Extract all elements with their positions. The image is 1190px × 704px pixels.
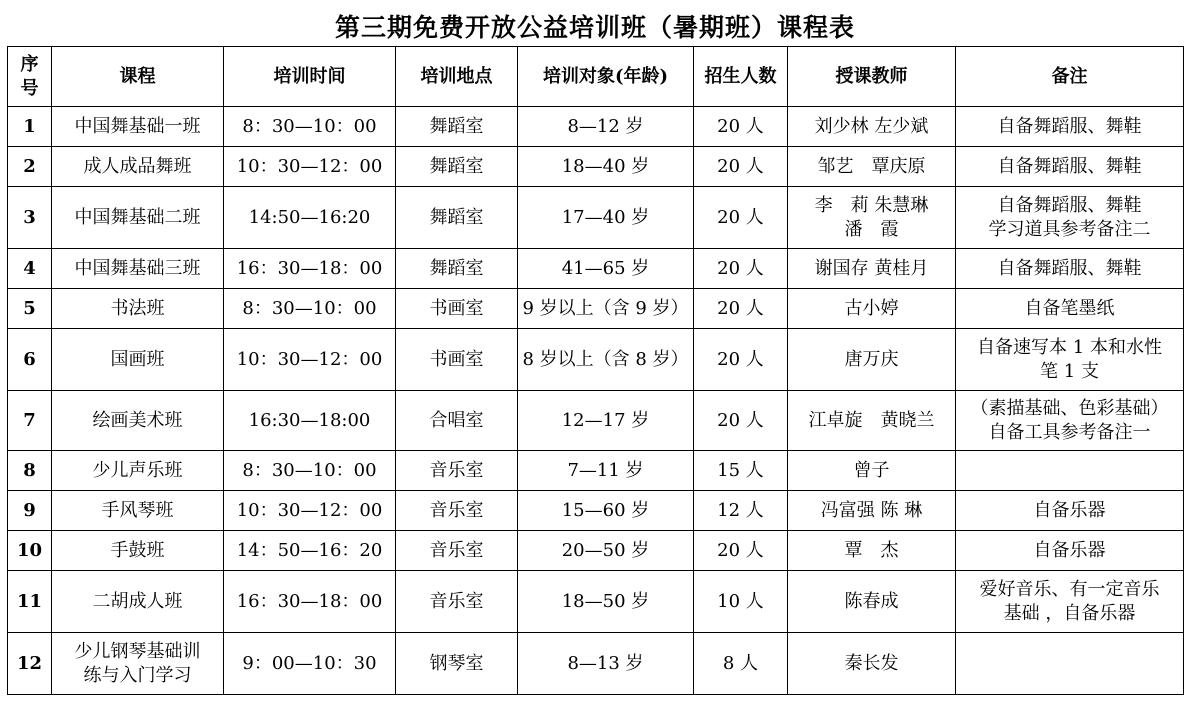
cell-text: 14:50—16:20 bbox=[248, 206, 371, 228]
cell-text: 少儿声乐班 bbox=[92, 459, 183, 481]
cell-text: 少儿钢琴基础训 bbox=[74, 640, 201, 662]
schedule-table bbox=[7, 46, 1184, 695]
header-note: 备注 bbox=[956, 47, 1184, 107]
cell-time bbox=[224, 187, 396, 249]
cell-course bbox=[52, 289, 224, 329]
cell-teacher bbox=[788, 633, 956, 695]
cell-text: 8 bbox=[23, 459, 36, 481]
cell-text: 20 人 bbox=[717, 115, 764, 137]
cell-text: 自备笔墨纸 bbox=[1024, 297, 1115, 319]
cell-teacher bbox=[788, 391, 956, 451]
cell-course bbox=[52, 187, 224, 249]
cell-text: 音乐室 bbox=[429, 499, 484, 521]
cell-text: 自备乐器 bbox=[1033, 499, 1106, 521]
cell-text: 舞蹈室 bbox=[429, 206, 484, 228]
cell-no bbox=[8, 187, 52, 249]
cell-text: 15 人 bbox=[717, 459, 764, 481]
cell-text: 20 人 bbox=[717, 409, 764, 431]
cell-text: 16:30—18:00 bbox=[248, 409, 371, 431]
cell-text: 8：30—10：00 bbox=[242, 297, 377, 319]
cell-count bbox=[694, 391, 788, 451]
cell-text: 10：30—12：00 bbox=[236, 155, 383, 177]
cell-target bbox=[518, 633, 694, 695]
cell-text: 8—12 岁 bbox=[567, 115, 644, 137]
cell-teacher bbox=[788, 187, 956, 249]
cell-teacher bbox=[788, 451, 956, 491]
cell-text: 10：30—12：00 bbox=[236, 499, 383, 521]
cell-text: 自备速写本 1 本和水性 bbox=[977, 336, 1162, 358]
cell-target bbox=[518, 491, 694, 531]
cell-text: 中国舞基础二班 bbox=[74, 206, 201, 228]
cell-text: 9 bbox=[23, 499, 36, 521]
cell-text: 7 bbox=[23, 409, 36, 431]
cell-text: 1 bbox=[23, 115, 36, 137]
cell-place bbox=[396, 451, 518, 491]
header-row bbox=[8, 47, 1184, 107]
cell-count bbox=[694, 147, 788, 187]
cell-time bbox=[224, 329, 396, 391]
cell-text: 曾子 bbox=[853, 459, 890, 481]
cell-place bbox=[396, 571, 518, 633]
cell-place bbox=[396, 289, 518, 329]
cell-text: 自备乐器 bbox=[1033, 539, 1106, 561]
cell-text: 二胡成人班 bbox=[92, 590, 183, 612]
cell-note bbox=[956, 451, 1184, 491]
cell-course bbox=[52, 633, 224, 695]
cell-place bbox=[396, 491, 518, 531]
cell-course bbox=[52, 107, 224, 147]
cell-text: 舞蹈室 bbox=[429, 115, 484, 137]
cell-note bbox=[956, 107, 1184, 147]
cell-no bbox=[8, 633, 52, 695]
cell-text: 练与入门学习 bbox=[83, 664, 192, 686]
cell-text: 9 岁以上（含 9 岁） bbox=[522, 297, 689, 319]
cell-text: 10 人 bbox=[717, 590, 764, 612]
table-row bbox=[8, 531, 1184, 571]
cell-no bbox=[8, 249, 52, 289]
cell-text: 9：00—10：30 bbox=[242, 652, 377, 674]
cell-teacher bbox=[788, 249, 956, 289]
table-row bbox=[8, 147, 1184, 187]
header-teacher: 授课教师 bbox=[788, 47, 956, 107]
cell-time bbox=[224, 531, 396, 571]
table-row bbox=[8, 249, 1184, 289]
cell-place bbox=[396, 633, 518, 695]
cell-time bbox=[224, 451, 396, 491]
cell-course bbox=[52, 491, 224, 531]
cell-text: 谢国存 黄桂月 bbox=[814, 257, 929, 279]
cell-text: 冯富强 陈 琳 bbox=[820, 499, 923, 521]
cell-text: 5 bbox=[23, 297, 36, 319]
cell-text: 自备舞蹈服、舞鞋 bbox=[997, 155, 1142, 177]
cell-no bbox=[8, 289, 52, 329]
cell-time bbox=[224, 391, 396, 451]
cell-text: 17—40 岁 bbox=[561, 206, 650, 228]
cell-text: 中国舞基础一班 bbox=[74, 115, 201, 137]
cell-teacher bbox=[788, 147, 956, 187]
cell-text: 8 人 bbox=[722, 652, 759, 674]
cell-text: 12 bbox=[16, 652, 43, 674]
cell-text: 14：50—16：20 bbox=[236, 539, 383, 561]
cell-count bbox=[694, 249, 788, 289]
cell-no bbox=[8, 107, 52, 147]
cell-target bbox=[518, 147, 694, 187]
table-row bbox=[8, 107, 1184, 147]
cell-place bbox=[396, 147, 518, 187]
cell-count bbox=[694, 289, 788, 329]
cell-teacher bbox=[788, 289, 956, 329]
table-row bbox=[8, 289, 1184, 329]
cell-time bbox=[224, 147, 396, 187]
cell-text: 20 人 bbox=[717, 539, 764, 561]
cell-time bbox=[224, 633, 396, 695]
cell-text: 16：30—18：00 bbox=[236, 257, 383, 279]
cell-text: 11 bbox=[16, 590, 43, 612]
cell-text: 基础 ，自备乐器 bbox=[1003, 602, 1136, 624]
cell-text: 书画室 bbox=[429, 348, 484, 370]
cell-course bbox=[52, 451, 224, 491]
cell-count bbox=[694, 451, 788, 491]
cell-place bbox=[396, 249, 518, 289]
cell-text: 李 莉 朱慧琳 bbox=[814, 194, 929, 216]
cell-text: 合唱室 bbox=[429, 409, 484, 431]
cell-text: 10：30—12：00 bbox=[236, 348, 383, 370]
cell-target bbox=[518, 391, 694, 451]
cell-place bbox=[396, 531, 518, 571]
cell-target bbox=[518, 249, 694, 289]
table-row bbox=[8, 391, 1184, 451]
cell-count bbox=[694, 633, 788, 695]
table-row bbox=[8, 187, 1184, 249]
cell-time bbox=[224, 249, 396, 289]
cell-text: 16：30—18：00 bbox=[236, 590, 383, 612]
cell-count bbox=[694, 329, 788, 391]
cell-no bbox=[8, 531, 52, 571]
cell-target bbox=[518, 451, 694, 491]
header-count: 招生人数 bbox=[694, 47, 788, 107]
cell-time bbox=[224, 107, 396, 147]
cell-text: 陈春成 bbox=[844, 590, 899, 612]
cell-text: 学习道具参考备注二 bbox=[988, 218, 1151, 240]
cell-course bbox=[52, 147, 224, 187]
cell-text: 自备工具参考备注一 bbox=[988, 421, 1151, 443]
cell-target bbox=[518, 107, 694, 147]
cell-text: 绘画美术班 bbox=[92, 409, 183, 431]
header-target: 培训对象(年龄) bbox=[518, 47, 694, 107]
cell-course bbox=[52, 391, 224, 451]
cell-text: 舞蹈室 bbox=[429, 155, 484, 177]
cell-text: 舞蹈室 bbox=[429, 257, 484, 279]
cell-text: 41—65 岁 bbox=[561, 257, 650, 279]
cell-count bbox=[694, 187, 788, 249]
header-place: 培训地点 bbox=[396, 47, 518, 107]
cell-text: 20 人 bbox=[717, 257, 764, 279]
cell-note bbox=[956, 571, 1184, 633]
cell-time bbox=[224, 571, 396, 633]
cell-note bbox=[956, 187, 1184, 249]
cell-text: 8：30—10：00 bbox=[242, 459, 377, 481]
cell-no bbox=[8, 147, 52, 187]
cell-note bbox=[956, 249, 1184, 289]
cell-text: 7—11 岁 bbox=[567, 459, 644, 481]
table-row bbox=[8, 571, 1184, 633]
cell-text: 笔 1 支 bbox=[1040, 360, 1099, 382]
cell-target bbox=[518, 289, 694, 329]
cell-text: 手鼓班 bbox=[110, 539, 165, 561]
cell-no bbox=[8, 571, 52, 633]
cell-text: 6 bbox=[23, 348, 36, 370]
table-row bbox=[8, 491, 1184, 531]
cell-place bbox=[396, 391, 518, 451]
cell-teacher bbox=[788, 531, 956, 571]
cell-text: 4 bbox=[23, 257, 36, 279]
cell-text: 自备舞蹈服、舞鞋 bbox=[997, 194, 1142, 216]
cell-text: 书法班 bbox=[110, 297, 165, 319]
cell-teacher bbox=[788, 329, 956, 391]
cell-text: （素描基础、色彩基础） bbox=[970, 397, 1169, 419]
cell-no bbox=[8, 491, 52, 531]
cell-target bbox=[518, 187, 694, 249]
cell-course bbox=[52, 329, 224, 391]
header-course: 课程 bbox=[52, 47, 224, 107]
header-time: 培训时间 bbox=[224, 47, 396, 107]
cell-text: 20 人 bbox=[717, 348, 764, 370]
cell-text: 潘 霞 bbox=[844, 218, 899, 240]
cell-text: 覃 杰 bbox=[844, 539, 899, 561]
cell-text: 爱好音乐、有一定音乐 bbox=[979, 578, 1160, 600]
cell-text: 手风琴班 bbox=[101, 499, 174, 521]
cell-text: 成人成品舞班 bbox=[83, 155, 192, 177]
page-title: 第三期免费开放公益培训班（暑期班）课程表 bbox=[334, 13, 855, 42]
cell-note bbox=[956, 329, 1184, 391]
cell-text: 音乐室 bbox=[429, 459, 484, 481]
cell-teacher bbox=[788, 491, 956, 531]
cell-text: 音乐室 bbox=[429, 590, 484, 612]
cell-text: 12 人 bbox=[717, 499, 764, 521]
cell-text: 自备舞蹈服、舞鞋 bbox=[997, 115, 1142, 137]
cell-text: 书画室 bbox=[429, 297, 484, 319]
cell-text: 20 人 bbox=[717, 155, 764, 177]
cell-text: 音乐室 bbox=[429, 539, 484, 561]
cell-note bbox=[956, 391, 1184, 451]
cell-text: 20 人 bbox=[717, 206, 764, 228]
cell-text: 刘少林 左少斌 bbox=[814, 115, 929, 137]
cell-text: 江卓旋 黄晓兰 bbox=[808, 409, 935, 431]
cell-time bbox=[224, 491, 396, 531]
cell-count bbox=[694, 531, 788, 571]
cell-teacher bbox=[788, 107, 956, 147]
cell-text: 12—17 岁 bbox=[561, 409, 650, 431]
cell-text: 8—13 岁 bbox=[567, 652, 644, 674]
cell-text: 10 bbox=[16, 539, 43, 561]
cell-no bbox=[8, 451, 52, 491]
cell-note bbox=[956, 531, 1184, 571]
cell-note bbox=[956, 633, 1184, 695]
cell-text: 8 岁以上（含 8 岁） bbox=[522, 348, 689, 370]
cell-text: 国画班 bbox=[110, 348, 165, 370]
cell-place bbox=[396, 107, 518, 147]
cell-place bbox=[396, 187, 518, 249]
cell-note bbox=[956, 491, 1184, 531]
cell-target bbox=[518, 571, 694, 633]
cell-teacher bbox=[788, 571, 956, 633]
cell-text: 2 bbox=[23, 155, 36, 177]
cell-text: 中国舞基础三班 bbox=[74, 257, 201, 279]
cell-count bbox=[694, 107, 788, 147]
cell-text: 唐万庆 bbox=[844, 348, 899, 370]
cell-text: 20—50 岁 bbox=[561, 539, 650, 561]
cell-place bbox=[396, 329, 518, 391]
cell-count bbox=[694, 571, 788, 633]
table-row bbox=[8, 451, 1184, 491]
cell-text: 邹艺 覃庆原 bbox=[817, 155, 926, 177]
cell-course bbox=[52, 571, 224, 633]
table-row bbox=[8, 329, 1184, 391]
cell-text: 15—60 岁 bbox=[561, 499, 650, 521]
cell-time bbox=[224, 289, 396, 329]
cell-target bbox=[518, 329, 694, 391]
header-no: 序号 bbox=[8, 47, 52, 107]
cell-count bbox=[694, 491, 788, 531]
cell-no bbox=[8, 329, 52, 391]
cell-no bbox=[8, 391, 52, 451]
cell-text: 自备舞蹈服、舞鞋 bbox=[997, 257, 1142, 279]
cell-note bbox=[956, 289, 1184, 329]
cell-note bbox=[956, 147, 1184, 187]
cell-text: 18—50 岁 bbox=[561, 590, 650, 612]
cell-text: 8：30—10：00 bbox=[242, 115, 377, 137]
cell-text: 3 bbox=[23, 206, 36, 228]
cell-text: 18—40 岁 bbox=[561, 155, 650, 177]
cell-target bbox=[518, 531, 694, 571]
table-row bbox=[8, 633, 1184, 695]
cell-course bbox=[52, 531, 224, 571]
cell-text: 秦长发 bbox=[844, 652, 899, 674]
cell-course bbox=[52, 249, 224, 289]
cell-text: 古小婷 bbox=[844, 297, 899, 319]
cell-text: 钢琴室 bbox=[429, 652, 484, 674]
cell-text: 20 人 bbox=[717, 297, 764, 319]
